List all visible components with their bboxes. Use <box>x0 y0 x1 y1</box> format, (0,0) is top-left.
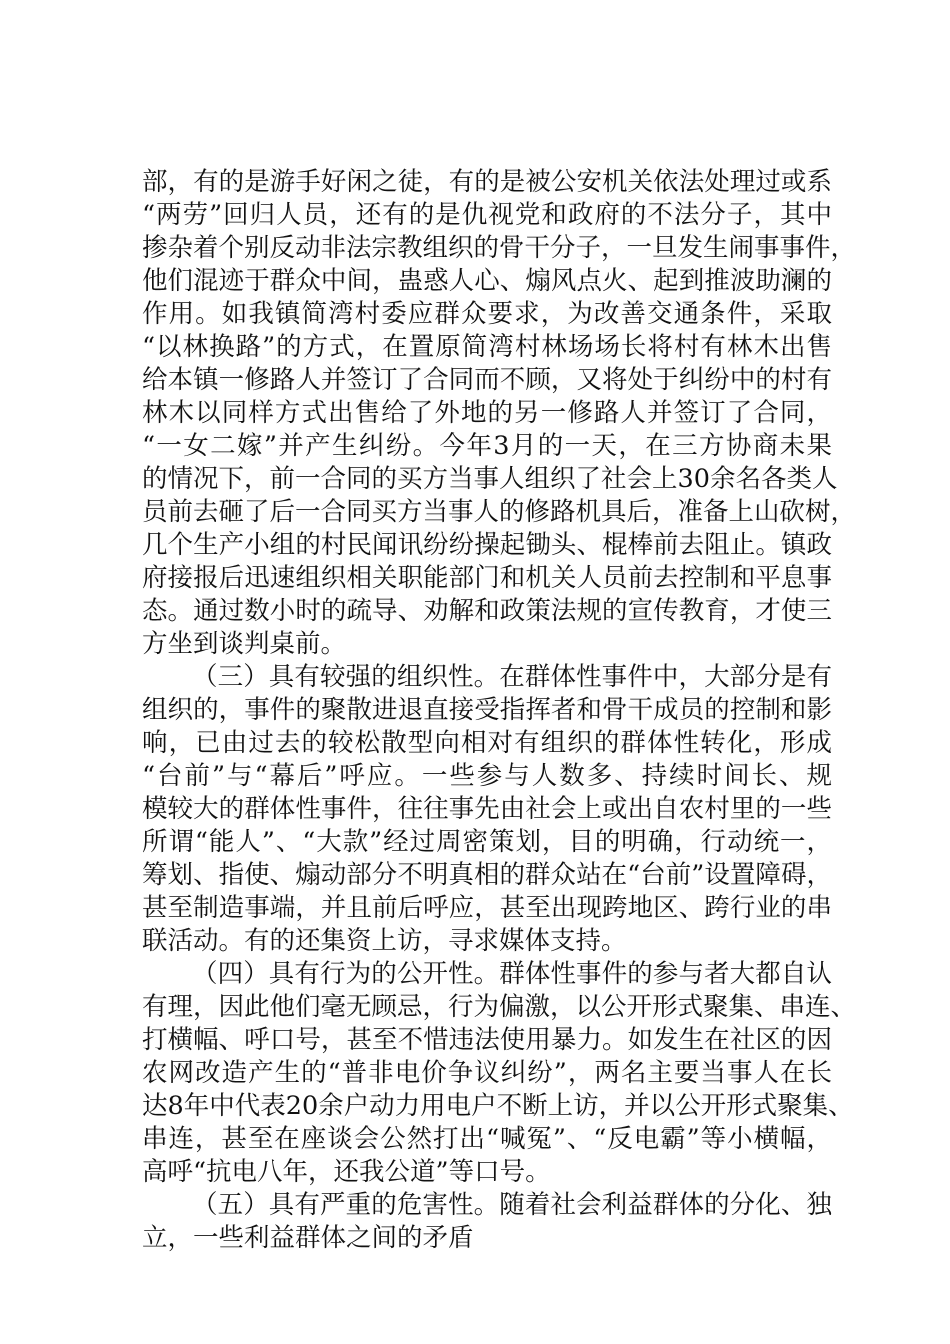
text-line: 串连，甚至在座谈会公然打出“喊冤”、“反电霸”等小横幅， <box>142 1124 832 1154</box>
text-line: 甚至制造事端，并且前后呼应，甚至出现跨地区、跨行业的串 <box>142 893 832 923</box>
text-line: 联活动。有的还集资上访，寻求媒体支持。 <box>142 926 627 956</box>
text-line: 模较大的群体性事件，往往事先由社会上或出自农村里的一些 <box>142 794 832 824</box>
text-line: 达8年中代表20余户动力用电户不断上访，并以公开形式聚集、 <box>142 1091 854 1121</box>
text-line: 所谓“能人”、“大款”经过周密策划，目的明确，行动统一， <box>142 827 832 857</box>
text-line: 方坐到谈判桌前。 <box>142 629 347 659</box>
text-line: 掺杂着个别反动非法宗教组织的骨干分子，一旦发生闹事事件， <box>142 233 857 263</box>
text-line: 他们混迹于群众中间，蛊惑人心、煽风点火、起到推波助澜的 <box>142 266 832 296</box>
text-line: 有理，因此他们毫无顾忌，行为偏激，以公开形式聚集、串连、 <box>142 992 857 1022</box>
text-line: 作用。如我镇简湾村委应群众要求，为改善交通条件，采取 <box>142 299 832 329</box>
text-line: 林木以同样方式出售给了外地的另一修路人并签订了合同， <box>142 398 832 428</box>
text-line: 高呼“抗电八年，还我公道”等口号。 <box>142 1157 551 1187</box>
body-text <box>142 166 857 1255</box>
text-line: “以林换路”的方式，在置原简湾村林场场长将村有林木出售 <box>142 332 832 362</box>
text-line: 筹划、指使、煽动部分不明真相的群众站在“台前”设置障碍， <box>142 860 832 890</box>
text-line: 部，有的是游手好闲之徒，有的是被公安机关依法处理过或系 <box>142 167 832 197</box>
text-line: “台前”与“幕后”呼应。一些参与人数多、持续时间长、规 <box>142 761 832 791</box>
text-line: 打横幅、呼口号，甚至不惜违法使用暴力。如发生在社区的因 <box>142 1025 832 1055</box>
text-line: “两劳”回归人员，还有的是仇视党和政府的不法分子，其中 <box>142 200 832 230</box>
text-line: （三）具有较强的组织性。在群体性事件中，大部分是有 <box>192 662 832 692</box>
text-line: “一女二嫁”并产生纠纷。今年3月的一天，在三方协商未果 <box>142 431 832 461</box>
text-line: 府接报后迅速组织相关职能部门和机关人员前去控制和平息事 <box>142 563 832 593</box>
text-line: 态。通过数小时的疏导、劝解和政策法规的宣传教育，才使三 <box>142 596 832 626</box>
text-line: 立，一些利益群体之间的矛盾 <box>142 1223 474 1253</box>
text-line: （五）具有严重的危害性。随着社会利益群体的分化、独 <box>192 1190 832 1220</box>
text-line: 员前去砸了后一合同买方当事人的修路机具后，准备上山砍树， <box>142 497 857 527</box>
text-line: 响，已由过去的较松散型向相对有组织的群体性转化，形成 <box>142 728 832 758</box>
text-line: 的情况下，前一合同的买方当事人组织了社会上30余名各类人 <box>142 464 838 494</box>
text-line: （四）具有行为的公开性。群体性事件的参与者大都自认 <box>192 959 832 989</box>
text-line: 几个生产小组的村民闻讯纷纷操起锄头、棍棒前去阻止。镇政 <box>142 530 832 560</box>
text-line: 农网改造产生的“普非电价争议纠纷”，两名主要当事人在长 <box>142 1058 832 1088</box>
text-line: 组织的，事件的聚散进退直接受指挥者和骨干成员的控制和影 <box>142 695 832 725</box>
text-line: 给本镇一修路人并签订了合同而不顾，又将处于纠纷中的村有 <box>142 365 832 395</box>
